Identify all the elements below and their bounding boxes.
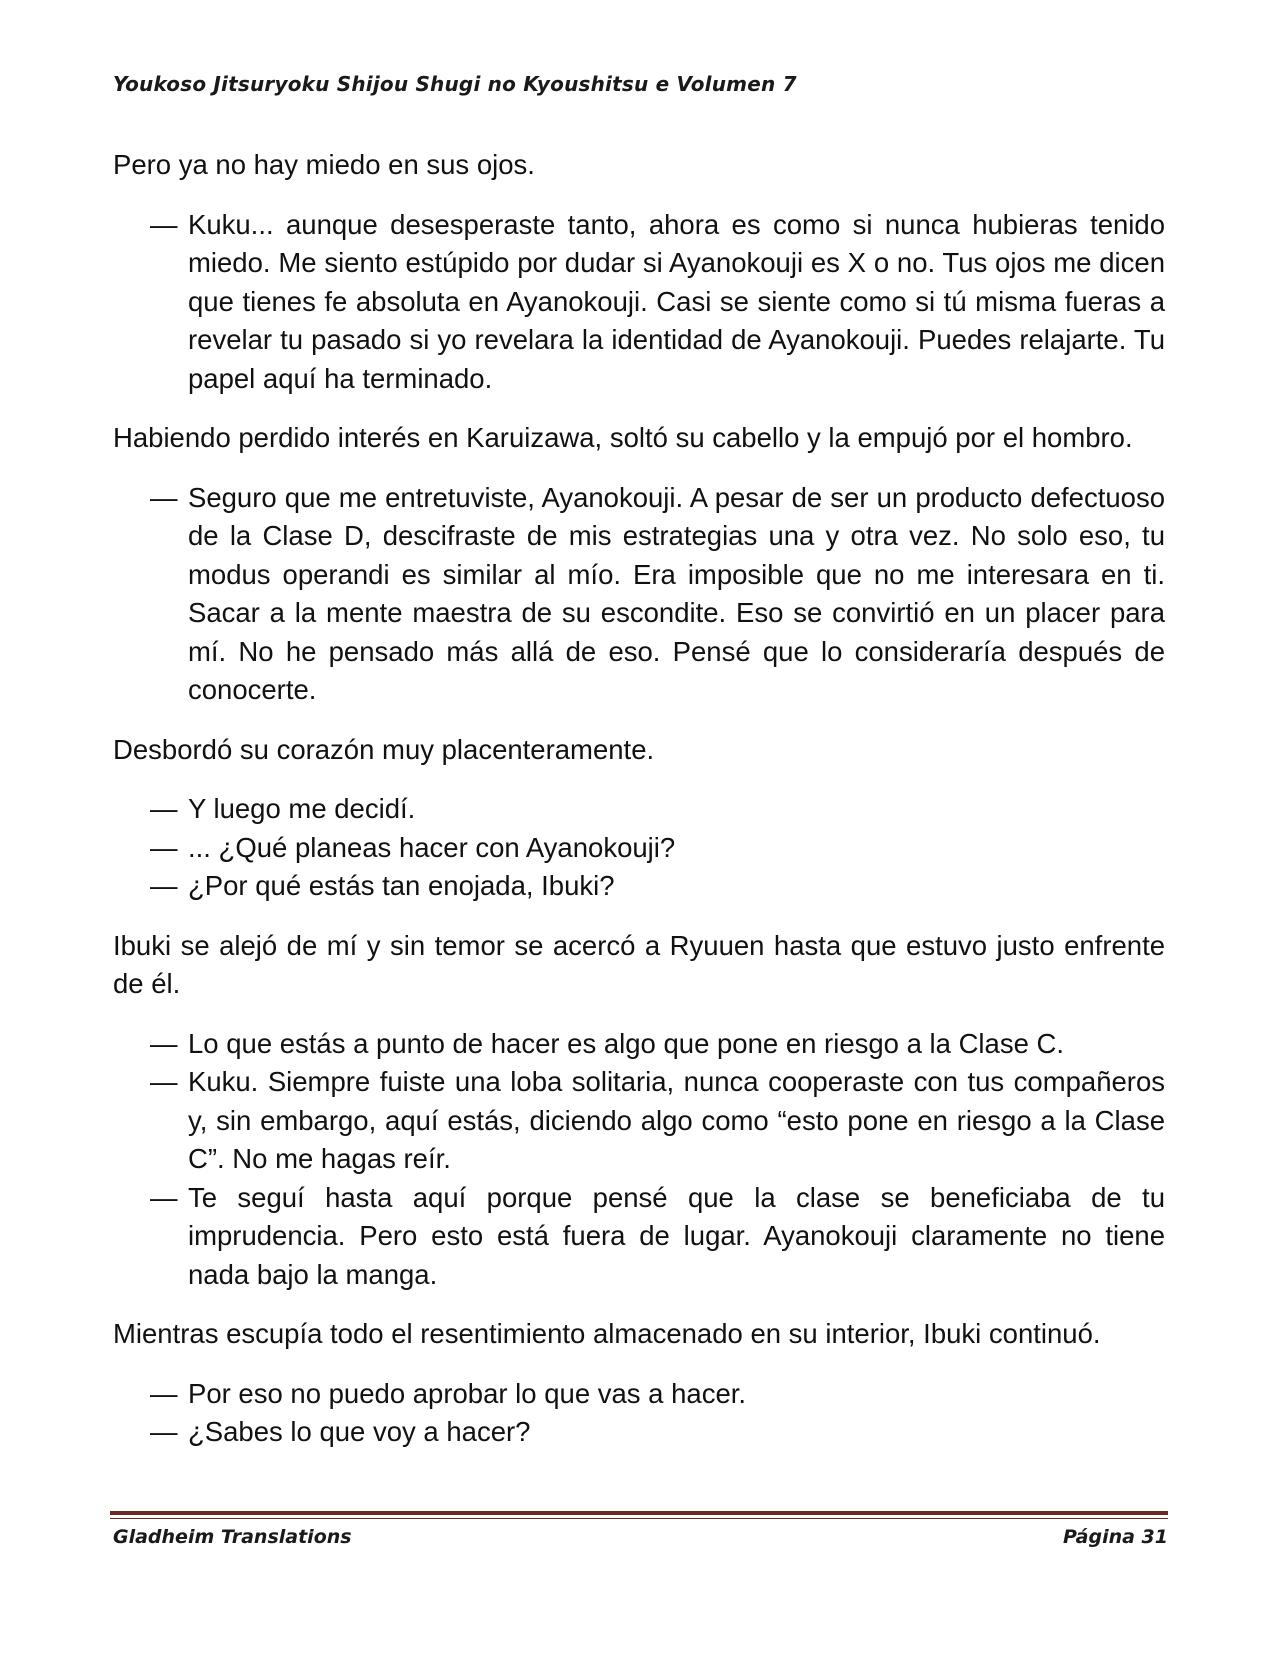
em-dash: — (150, 831, 178, 863)
dialogue-text: ¿Por qué estás tan enojada, Ibuki? (188, 870, 615, 901)
dialogue-line (113, 479, 1165, 710)
narration-paragraph: Ibuki se alejó de mí y sin temor se acercó a Ryuuen hasta que estuvo justo enfrente de él. (113, 929, 1165, 999)
dialogue-text: Seguro que me entretuviste, Ayanokouji. A pesar de ser un producto defectuoso de la Clase D, descifraste de mis estrategias una y otra vez. No solo eso, tu modus operandi es similar al mío. Era imposible que no me interesara en ti. Sacar a la mente maestra de su escondite. Eso se convirtió en un placer para mí. No he pensado más allá de eso. Pensé que lo consideraría después de conocerte. (188, 481, 1165, 705)
narration-paragraph: Desbordó su corazón muy placenteramente. (113, 733, 655, 765)
em-dash: — (150, 1377, 178, 1409)
running-header: Youkoso Jitsuryoku Shijou Shugi no Kyoushitsu e Volumen 7 (113, 72, 797, 96)
dialogue-text: Te seguí hasta aquí porque pensé que la clase se beneficiaba de tu imprudencia. Pero esto está fuera de lugar. Ayanokouji claramente no tiene nada bajo la manga. (188, 1181, 1165, 1290)
dialogue-line (113, 1063, 1165, 1179)
footer-rule-thick (110, 1511, 1168, 1515)
footer-rule-thin (110, 1518, 1168, 1519)
dialogue-block (113, 1025, 1165, 1295)
dialogue-line (113, 790, 1165, 829)
dialogue-line (113, 1025, 1165, 1064)
em-dash: — (150, 1181, 178, 1213)
em-dash: — (150, 870, 178, 901)
dialogue-block (113, 1375, 1165, 1452)
dialogue-text: Y luego me decidí. (188, 793, 416, 824)
dialogue-line (113, 1413, 1165, 1452)
dialogue-text: Por eso no puedo aprobar lo que vas a hacer. (188, 1377, 747, 1409)
dialogue-text: ¿Sabes lo que voy a hacer? (188, 1416, 531, 1447)
em-dash: — (150, 1416, 178, 1447)
page-number: Página 31 (1062, 1526, 1168, 1548)
narration-paragraph: Habiendo perdido interés en Karuizawa, soltó su cabello y la empujó por el hombro. (113, 422, 1133, 453)
dialogue-line (113, 1179, 1165, 1295)
narration-paragraph: Pero ya no hay miedo en sus ojos. (113, 149, 535, 180)
dialogue-block (113, 206, 1165, 399)
page-body (113, 146, 1165, 1473)
dialogue-line (113, 867, 1165, 906)
narration-paragraph: Mientras escupía todo el resentimiento almacenado en su interior, Ibuki continuó. (113, 1318, 1101, 1349)
dialogue-block (113, 479, 1165, 710)
em-dash: — (150, 1066, 178, 1097)
dialogue-line (113, 1375, 1165, 1414)
dialogue-line (113, 206, 1165, 399)
dialogue-text: Kuku. Siempre fuiste una loba solitaria, nunca cooperaste con tus compañeros y, sin embargo, aquí estás, diciendo algo como “esto pone en riesgo a la Clase C”. No me hagas reír. (188, 1066, 1165, 1174)
dialogue-text: ... ¿Qué planeas hacer con Ayanokouji? (188, 831, 676, 863)
dialogue-block (113, 790, 1165, 906)
dialogue-text: Lo que estás a punto de hacer es algo que pone en riesgo a la Clase C. (188, 1027, 1065, 1059)
em-dash: — (150, 793, 178, 824)
em-dash: — (150, 208, 178, 240)
footer-credit: Gladheim Translations (113, 1526, 352, 1548)
dialogue-text: Kuku... aunque desesperaste tanto, ahora es como si nunca hubieras tenido miedo. Me siento estúpido por dudar si Ayanokouji es X o no. Tus ojos me dicen que tienes fe absoluta en Ayanokouji. Casi se siente como si tú misma fueras a revelar tu pasado si yo revelara la identidad de Ayanokouji. Puedes relajarte. Tu papel aquí ha terminado. (188, 208, 1165, 394)
dialogue-line (113, 829, 1165, 868)
em-dash: — (150, 1027, 178, 1059)
em-dash: — (150, 481, 178, 513)
